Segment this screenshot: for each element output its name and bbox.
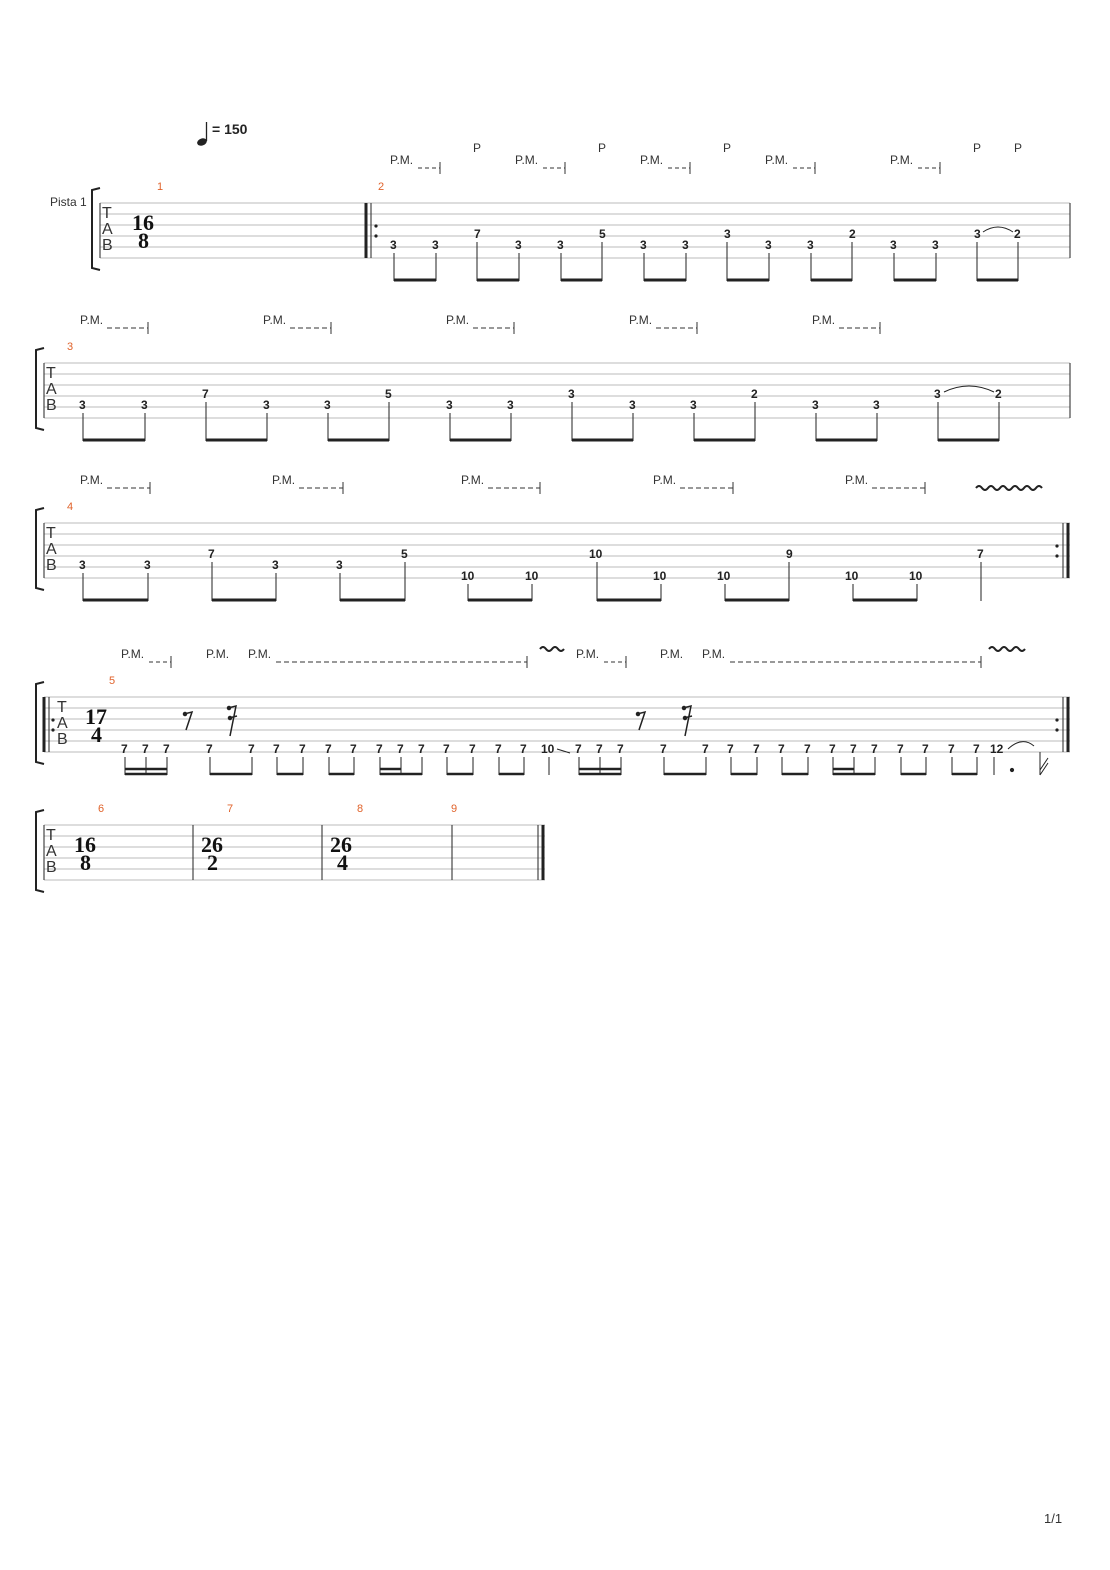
fret-number: 2 — [849, 227, 856, 241]
fret-number: 10 — [717, 569, 731, 583]
fret-number: 3 — [765, 238, 772, 252]
fret-number: 3 — [890, 238, 897, 252]
fret-number: 10 — [461, 569, 475, 583]
tab-letter-b: B — [57, 731, 68, 748]
tab-letter-b: B — [46, 859, 57, 876]
pm-label: P.M. — [390, 153, 414, 167]
system-1 — [92, 141, 1070, 281]
fret-number: 7 — [897, 742, 904, 756]
time-sig-bottom: 8 — [80, 850, 91, 875]
palm-mute-row — [80, 473, 1042, 494]
fret-number: 3 — [682, 238, 689, 252]
fret-number: 7 — [163, 742, 170, 756]
vibrato-mark — [989, 647, 1025, 651]
tab-letter-a: A — [102, 221, 113, 238]
time-sig-bottom: 8 — [138, 228, 149, 253]
tempo-marking — [196, 121, 248, 147]
pm-label: P.M. — [248, 647, 272, 661]
tab-letter-a: A — [46, 843, 57, 860]
pm-label: P.M. — [80, 313, 104, 327]
bar-number: 7 — [227, 803, 234, 815]
pm-label: P.M. — [461, 473, 485, 487]
fret-number: 12 — [990, 742, 1004, 756]
system-2 — [36, 313, 1070, 441]
fret-number: 7 — [273, 742, 280, 756]
tab-letter-t: T — [46, 827, 56, 844]
fret-number: 3 — [144, 558, 151, 572]
fret-number: 7 — [202, 387, 209, 401]
fret-number: 3 — [324, 398, 331, 412]
bar-number: 9 — [451, 803, 458, 815]
pm-label: P.M. — [702, 647, 726, 661]
tab-letter-b: B — [46, 397, 57, 414]
fret-number: 7 — [208, 547, 215, 561]
fret-number: 7 — [325, 742, 332, 756]
tab-letter-a: A — [46, 381, 57, 398]
system-bracket — [36, 810, 44, 892]
notes-bar-3 — [79, 386, 1002, 412]
rest-marks — [184, 706, 693, 736]
system-bracket — [36, 348, 44, 430]
fret-number: 3 — [272, 558, 279, 572]
fret-number: 5 — [385, 387, 392, 401]
time-sig-top: 16 — [74, 832, 96, 857]
vibrato-mark — [540, 647, 564, 651]
fret-number: 7 — [871, 742, 878, 756]
notes-bar-5 — [121, 742, 1034, 756]
fret-number: 5 — [599, 227, 606, 241]
fret-number: 3 — [390, 238, 397, 252]
fret-number: 7 — [495, 742, 502, 756]
notes-bar-2 — [390, 227, 1021, 252]
fret-number: 7 — [850, 742, 857, 756]
time-sig-bottom: 2 — [207, 850, 218, 875]
fret-number: 10 — [541, 742, 555, 756]
fret-number: 3 — [263, 398, 270, 412]
tab-letter-t: T — [102, 205, 112, 222]
fret-number: 3 — [79, 398, 86, 412]
fret-number: 3 — [807, 238, 814, 252]
fret-number: 7 — [248, 742, 255, 756]
time-sig-top: 16 — [132, 210, 154, 235]
bar-number: 1 — [157, 181, 164, 193]
palm-mute-row — [80, 313, 880, 334]
tab-letter-t: T — [46, 525, 56, 542]
tie-arc — [1008, 742, 1034, 749]
tempo-value: = 150 — [212, 121, 248, 137]
tab-letter-b: B — [46, 557, 57, 574]
beams-bar-2 — [394, 242, 1018, 281]
fret-number: 7 — [418, 742, 425, 756]
time-sig-top: 26 — [330, 832, 352, 857]
time-sig-bottom: 4 — [337, 850, 348, 875]
fret-number: 3 — [934, 387, 941, 401]
system-4 — [36, 647, 1070, 775]
bar-number: 6 — [98, 803, 105, 815]
pm-label: P.M. — [272, 473, 296, 487]
pull-off-label: P — [1014, 141, 1023, 155]
fret-number: 7 — [778, 742, 785, 756]
fret-number: 2 — [995, 387, 1002, 401]
pm-label: P.M. — [890, 153, 914, 167]
fret-number: 3 — [79, 558, 86, 572]
beams-bar-5 — [125, 752, 1048, 775]
fret-number: 7 — [702, 742, 709, 756]
fret-number: 3 — [336, 558, 343, 572]
fret-number: 7 — [753, 742, 760, 756]
fret-number: 10 — [525, 569, 539, 583]
bar-number: 2 — [378, 181, 385, 193]
fret-number: 3 — [812, 398, 819, 412]
tab-letter-t: T — [57, 699, 67, 716]
fret-number: 7 — [376, 742, 383, 756]
fret-number: 10 — [589, 547, 603, 561]
fret-number: 10 — [909, 569, 923, 583]
fret-number: 7 — [660, 742, 667, 756]
fret-number: 7 — [350, 742, 357, 756]
fret-number: 2 — [751, 387, 758, 401]
pull-off-label: P — [598, 141, 607, 155]
fret-number: 7 — [397, 742, 404, 756]
fret-number: 7 — [575, 742, 582, 756]
bar-number: 4 — [67, 501, 74, 513]
fret-number: 7 — [121, 742, 128, 756]
palm-mute-row — [121, 647, 1025, 668]
time-sig-bottom: 4 — [91, 722, 102, 747]
pull-off-label: P — [723, 141, 732, 155]
fret-number: 7 — [299, 742, 306, 756]
fret-number: 3 — [932, 238, 939, 252]
tab-letter-a: A — [57, 715, 68, 732]
bar-number: 8 — [357, 803, 364, 815]
fret-number: 2 — [1014, 227, 1021, 241]
fret-number: 3 — [507, 398, 514, 412]
page-number: 1/1 — [1044, 1511, 1063, 1526]
system-5 — [36, 803, 545, 892]
pm-label: P.M. — [845, 473, 869, 487]
fret-number: 7 — [727, 742, 734, 756]
pm-label: P.M. — [576, 647, 600, 661]
tab-letter-t: T — [46, 365, 56, 382]
pm-label: P.M. — [446, 313, 470, 327]
pm-label: P.M. — [80, 473, 104, 487]
pm-label: P.M. — [812, 313, 836, 327]
system-bracket — [92, 188, 100, 270]
tab-letter-a: A — [46, 541, 57, 558]
fret-number: 3 — [873, 398, 880, 412]
fret-number: 3 — [141, 398, 148, 412]
fret-number: 10 — [845, 569, 859, 583]
pm-label: P.M. — [206, 647, 230, 661]
fret-number: 7 — [804, 742, 811, 756]
fret-number: 3 — [557, 238, 564, 252]
time-sig-top: 26 — [201, 832, 223, 857]
pm-label: P.M. — [653, 473, 677, 487]
fret-number: 3 — [640, 238, 647, 252]
fret-number: 3 — [690, 398, 697, 412]
beams-bar-3 — [83, 402, 999, 441]
fret-number: 7 — [520, 742, 527, 756]
pull-off-label: P — [473, 141, 482, 155]
fret-number: 5 — [401, 547, 408, 561]
tab-letter-b: B — [102, 237, 113, 254]
fret-number: 7 — [829, 742, 836, 756]
track-name: Pista 1 — [50, 195, 87, 209]
system-bracket — [36, 508, 44, 590]
time-sig-top: 17 — [85, 704, 107, 729]
fret-number: 3 — [724, 227, 731, 241]
fret-number: 7 — [474, 227, 481, 241]
pm-label: P.M. — [263, 313, 287, 327]
pm-label: P.M. — [640, 153, 664, 167]
fret-number: 7 — [443, 742, 450, 756]
pull-off-label: P — [973, 141, 982, 155]
fret-number: 7 — [922, 742, 929, 756]
pm-label: P.M. — [765, 153, 789, 167]
pm-label: P.M. — [629, 313, 653, 327]
bar-number: 5 — [109, 675, 116, 687]
fret-number: 7 — [973, 742, 980, 756]
pm-label: P.M. — [660, 647, 684, 661]
fret-number: 7 — [948, 742, 955, 756]
fret-number: 3 — [446, 398, 453, 412]
fret-number: 3 — [629, 398, 636, 412]
pm-label: P.M. — [515, 153, 539, 167]
fret-number: 7 — [596, 742, 603, 756]
tie-arc — [983, 227, 1013, 232]
system-3 — [36, 473, 1070, 601]
palm-mute-row — [390, 141, 1022, 174]
fret-number: 3 — [432, 238, 439, 252]
fret-number: 7 — [977, 547, 984, 561]
fret-number: 9 — [786, 547, 793, 561]
fret-number: 7 — [617, 742, 624, 756]
fret-number: 7 — [206, 742, 213, 756]
fret-number: 7 — [142, 742, 149, 756]
fret-number: 3 — [974, 227, 981, 241]
fret-number: 3 — [568, 387, 575, 401]
bar-number: 3 — [67, 341, 74, 353]
vibrato-mark — [976, 486, 1042, 490]
fret-number: 10 — [653, 569, 667, 583]
pm-label: P.M. — [121, 647, 145, 661]
fret-number: 7 — [469, 742, 476, 756]
fret-number: 3 — [515, 238, 522, 252]
tie-arc — [944, 386, 994, 392]
